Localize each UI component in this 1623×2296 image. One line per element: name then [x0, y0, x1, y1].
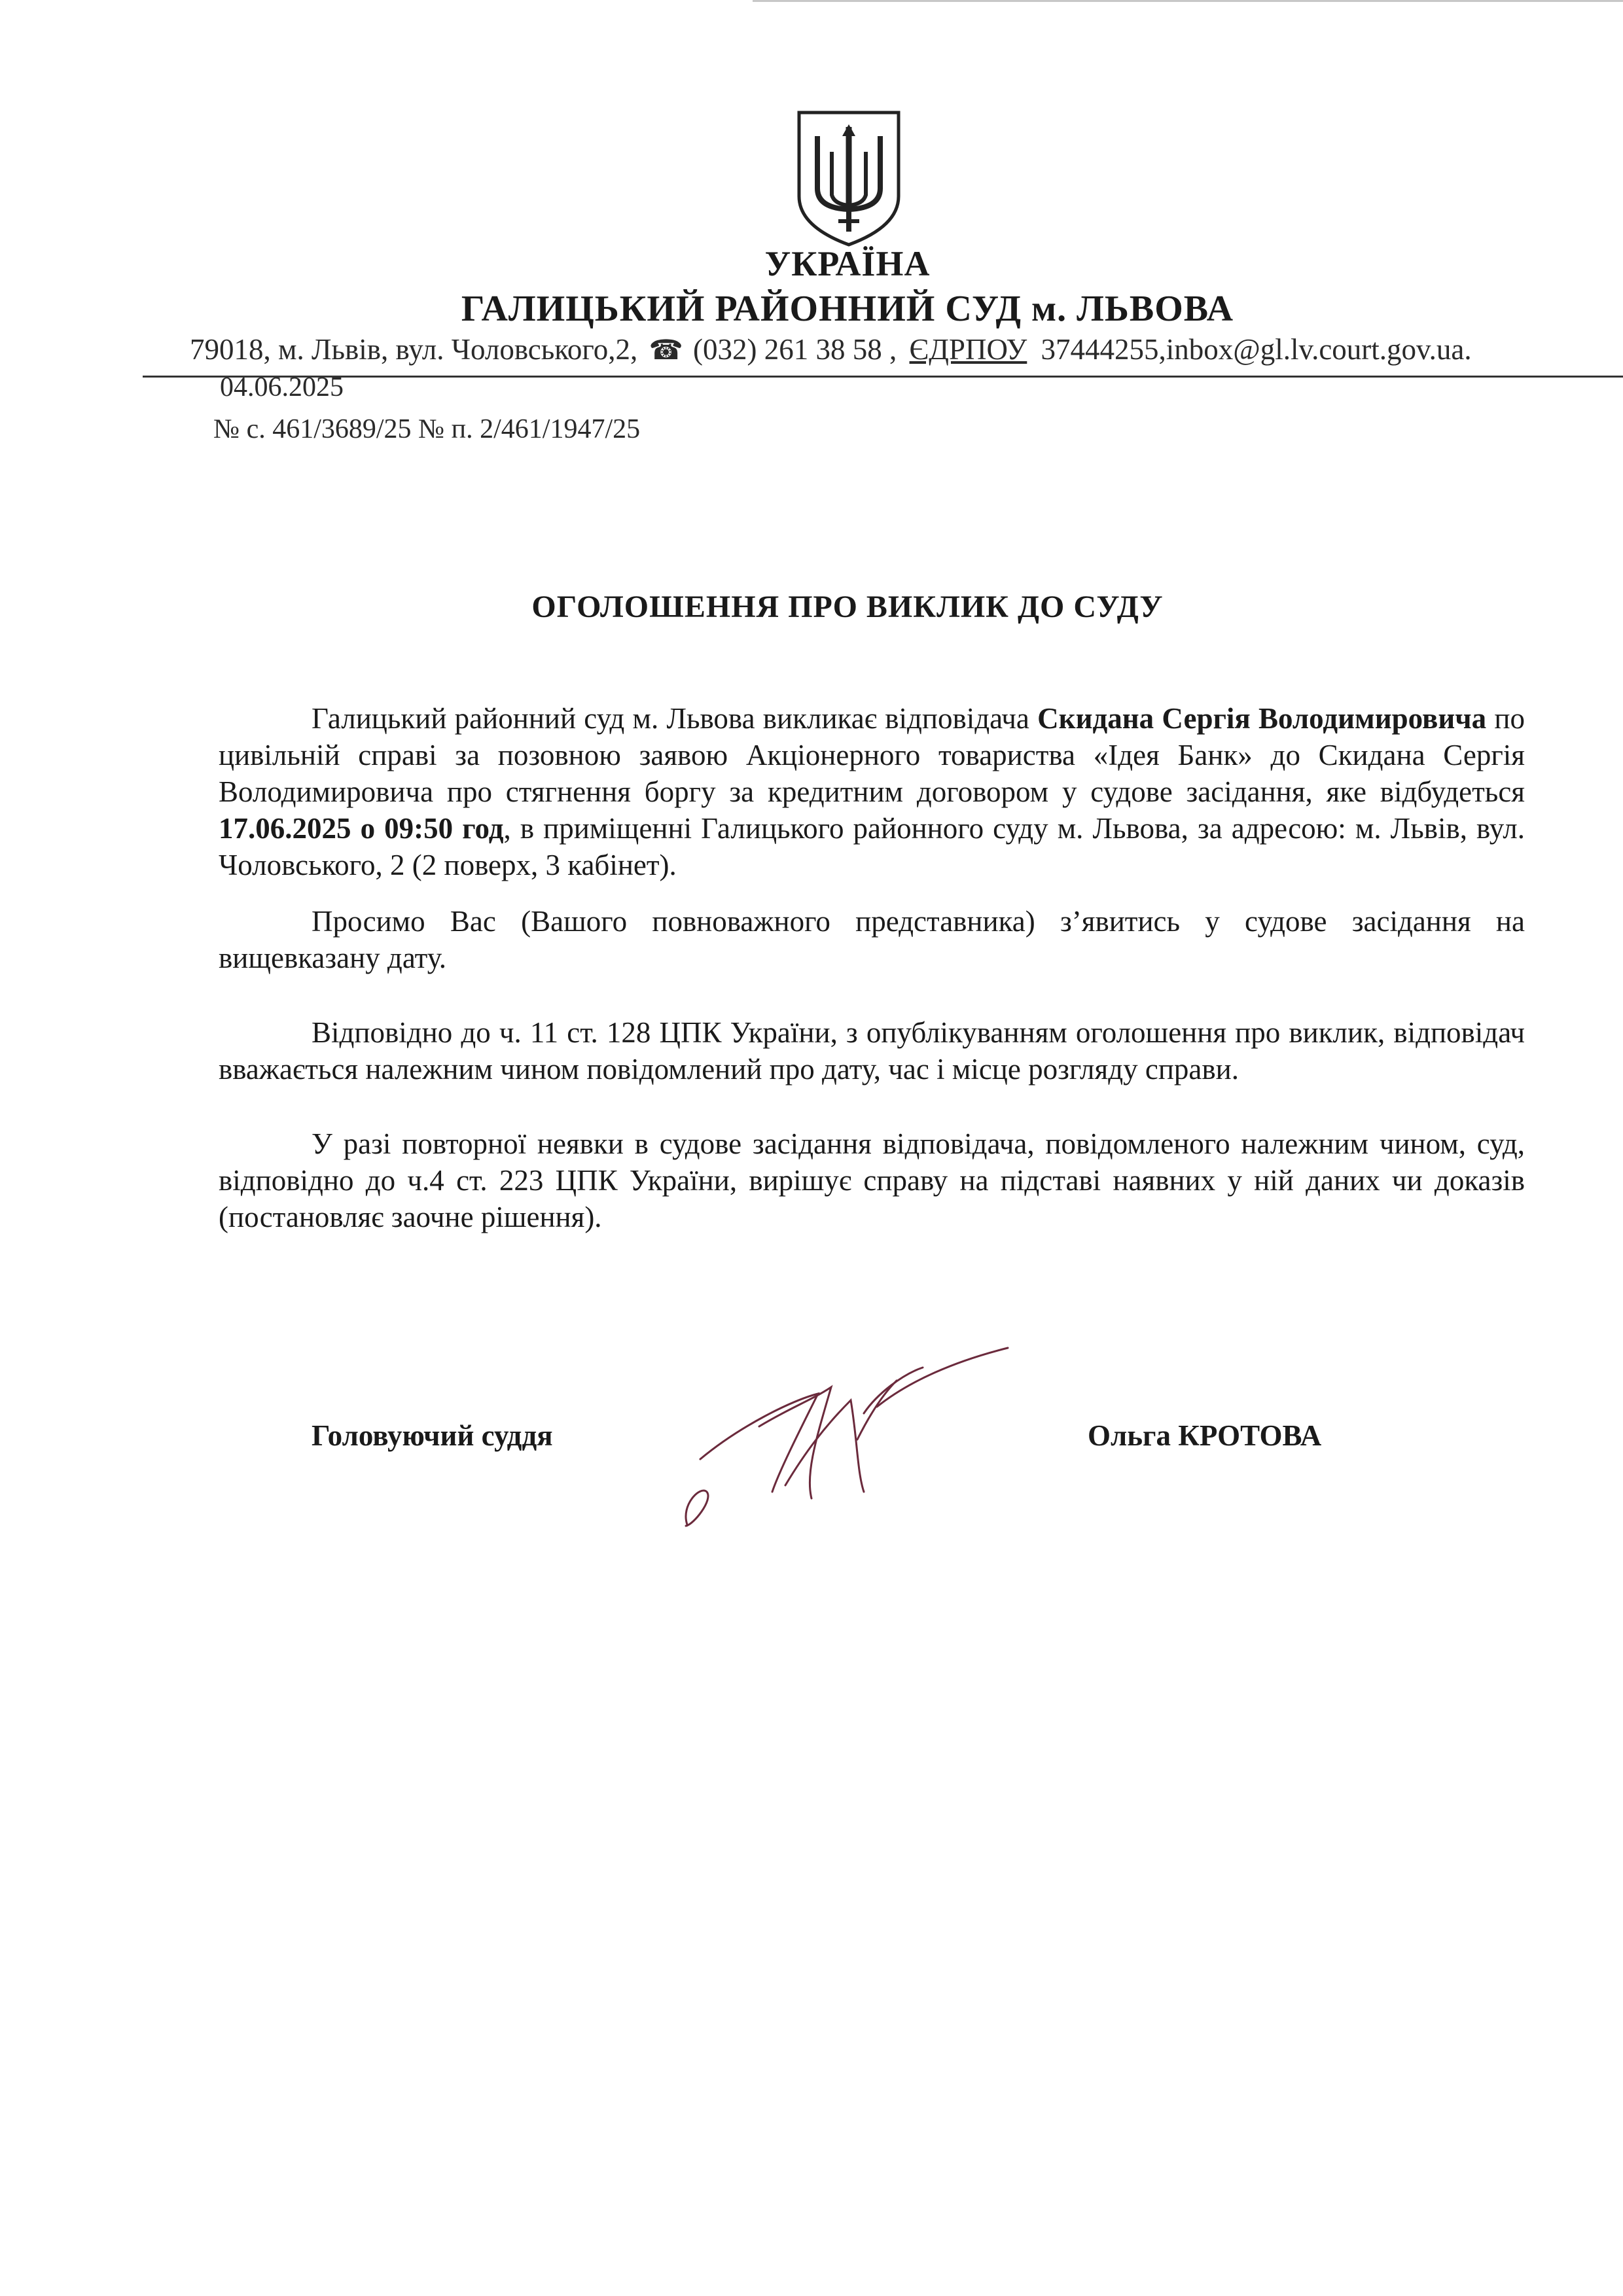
judge-role: Головуючий суддя: [312, 1419, 553, 1452]
judge-name: Ольга КРОТОВА: [1088, 1419, 1322, 1452]
default-judgment-text: У разі повторної неявки в судове засідання відповідача, повідомленого належним чином, суд, відповідно до ч.4 ст. 223 ЦПК України, вирішує справу на підставі наявних у ній даних чи доказів (постановляє заочне рішення).: [219, 1127, 1525, 1233]
defendant-name: Скидана Сергія Володимировича: [1037, 702, 1487, 735]
edrpou-and-email: 37444255,inbox@gl.lv.court.gov.ua.: [1041, 333, 1472, 366]
header-divider: [143, 376, 1623, 378]
paragraph-summons: [219, 700, 1525, 883]
paragraph-request: [219, 903, 1525, 976]
edrpou-label: ЄДРПОУ: [909, 333, 1027, 366]
address-text: 79018, м. Львів, вул. Чоловського,2,: [190, 333, 638, 366]
court-name: ГАЛИЦЬКИЙ РАЙОННИЙ СУД м. ЛЬВОВА: [461, 289, 1234, 329]
legal-notice-text: Відповідно до ч. 11 ст. 128 ЦПК України, з опублікуванням оголошення про виклик, відповідач вважається належним чином повідомлений про дату, час і місце розгляду справи.: [219, 1016, 1525, 1086]
country-name: УКРАЇНА: [764, 244, 931, 283]
paragraph-default-judgment: [219, 1125, 1525, 1235]
court-address-line: [190, 332, 1610, 366]
scan-edge-line: [753, 0, 1623, 2]
summons-text-3: , в приміщенні Галицького районного суду м. Львова, за адресою: м. Львів, вул. Чоловського, 2 (2 поверх, 3 кабінет).: [219, 812, 1525, 881]
trident-coat-of-arms-icon: [795, 110, 902, 247]
document-date: 04.06.2025: [220, 372, 344, 402]
summons-text-1: Галицький районний суд м. Львова викликає відповідача: [312, 702, 1038, 735]
handwritten-signature: [661, 1328, 1027, 1538]
phone-number: (032) 261 38 58 ,: [693, 333, 897, 366]
telephone-icon: ☎: [649, 336, 683, 366]
case-number: № с. 461/3689/25 № п. 2/461/1947/25: [213, 414, 641, 444]
summons-text-2: по цивільній справі за позовною заявою Акціонерного товариства «Ідея Банк» до Скидана Сергія Володимировича про стягнення боргу за кредитним договором у судове засідання, яке відбудеться: [219, 702, 1525, 808]
request-text: Просимо Вас (Вашого повноважного представника) з’явитись у судове засідання на вищевказану дату.: [219, 905, 1525, 974]
paragraph-legal-notice: [219, 1014, 1525, 1087]
hearing-datetime: 17.06.2025 о 09:50 год: [219, 812, 504, 845]
document-title: ОГОЛОШЕННЯ ПРО ВИКЛИК ДО СУДУ: [531, 590, 1164, 624]
